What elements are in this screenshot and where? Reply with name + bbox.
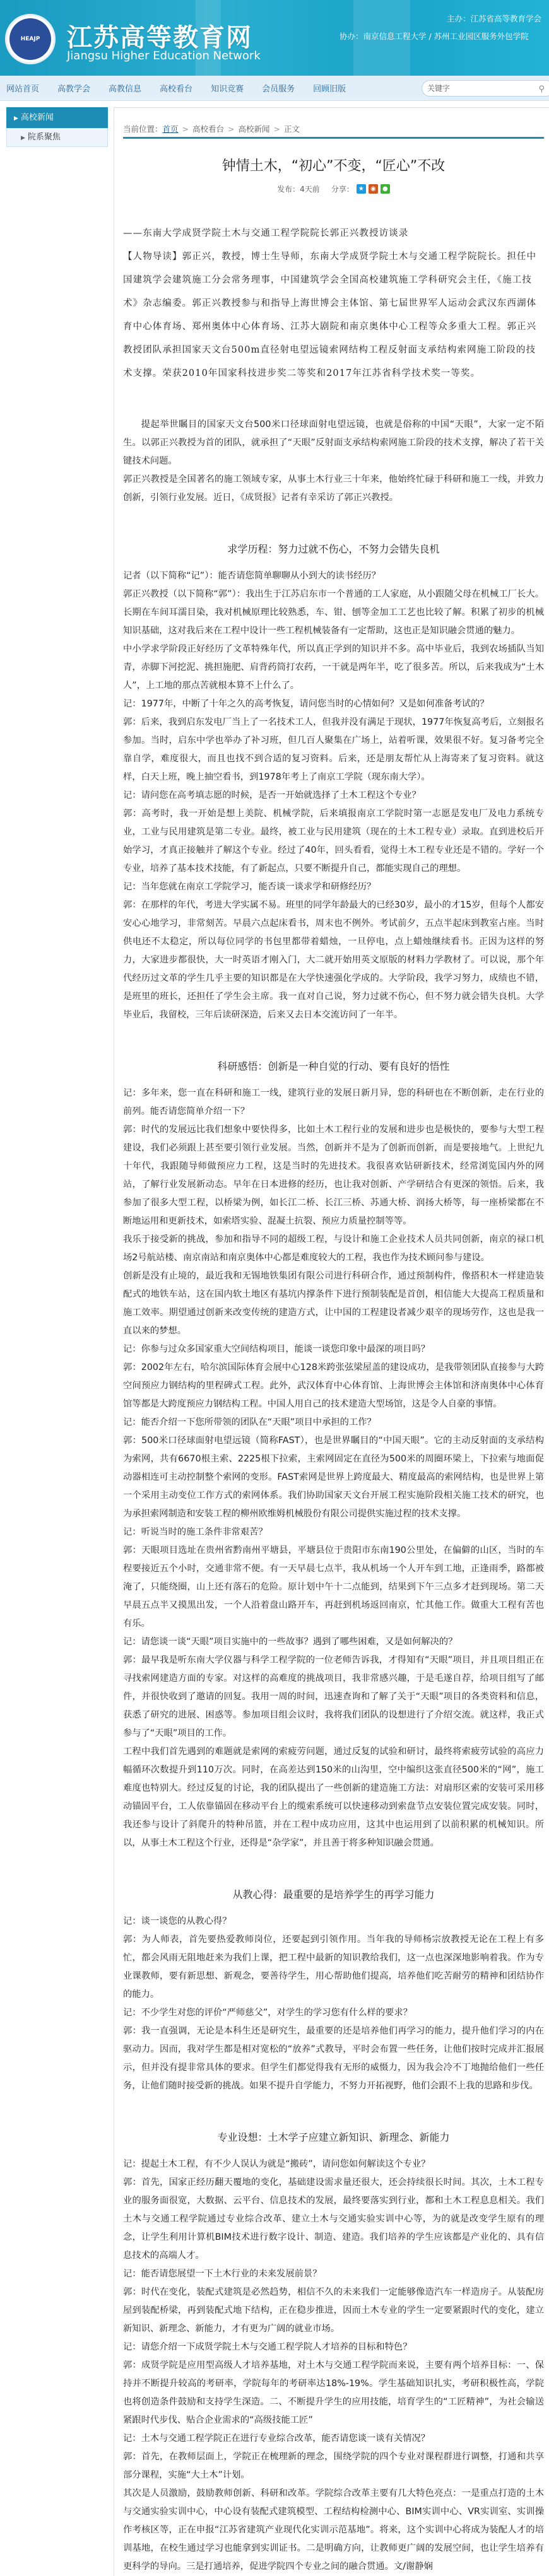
paragraph: 记：1977年，中断了十年之久的高考恢复，请问您当时的心情如何？又是如何准备考试的？	[123, 699, 489, 709]
paragraph: 郭：首先，在教师层面上，学院正在梳理新的理念，围绕学院的四个专业对课程群进行调整，打通和共享部分课程，实施“大土木”计划。	[123, 2452, 544, 2480]
article-body	[123, 222, 544, 2576]
section-heading: 求学历程：努力过就不伤心，不努力会错失良机	[227, 543, 440, 555]
paragraph: 记：请问您在高考填志愿的时候，是否一开始就选择了土木工程这个专业？	[123, 790, 421, 800]
breadcrumb-separator: >	[228, 124, 235, 134]
share-label: 分享：	[331, 185, 354, 194]
paragraph: 记者（以下简称“记”）：能否请您简单聊聊从小到大的读书经历？	[123, 571, 381, 581]
breadcrumb-separator: >	[273, 124, 281, 134]
host-text: 主办：江苏省高等教育学会	[447, 14, 542, 23]
site-logo[interactable]	[5, 14, 56, 64]
paragraph: 记：土木与交通工程学院正在进行专业综合改革，能否请您谈一谈有关情况？	[123, 2433, 430, 2444]
breadcrumb-news[interactable]: 高校新闻	[238, 124, 270, 134]
sidebar-item-campus-news[interactable]	[6, 107, 108, 128]
sidebar	[6, 107, 108, 2576]
article-panel	[114, 107, 549, 2576]
paragraph: 郭正兴教授是全国著名的施工领域专家，从事土木行业三十年来，他始终忙碌于科研和施工一线，并致力创新，引领行业发展。近日，《成贤报》记者有幸采访了郭正兴教授。	[123, 474, 544, 503]
paragraph: 工程中我们首先遇到的难题就是索网的索疲劳问题，通过反复的试验和研讨，最终将索疲劳试验的高应力幅循环次数提升到110万次。同时，在高差达到150米的山沟里，空中编织这张直径500米的“网”，施工难度也特别大。经过反复的讨论，我的团队提出了一些创新的建造施工方法：对扇形区索的安装可采用移动锚固平台，工人依靠锚固在移动平台上的缆索系统可以快速移动到索盘节点安装位置完成安装。同时，我还参与设计了斜爬升的特种吊篮，并在工程中成功应用，这其中也运用到了以前积累的机械知识。所以，从事土木工程这个行业，还得是“杂学家”，并且善于将多种知识融会贯通。	[123, 1747, 544, 1848]
site-subtitle: Jiangsu Higher Education Network	[67, 49, 261, 62]
section-heading: 从教心得：最重要的是培养学生的再学习能力	[232, 1888, 435, 1900]
paragraph: 郭：我一直强调，无论是本科生还是研究生，最重要的还是培养他们再学习的能力，提升他们学习的内在驱动力。因而，我对学生都是相对宽松的“放养”式教导，平时会布置一些任务，让他们按时完成并汇报展示，但并没有提非常具体的要求。但学生们都觉得我有无形的威慑力，因为我会冷不丁地抛给他们一些任务，让他们随时接受新的挑战。如果不提升自学能力，不努力开拓视野，他们会跟不上我的思路和步伐。	[123, 2026, 544, 2091]
nav-home[interactable]: 网站首页	[6, 85, 40, 94]
breadcrumb-home[interactable]: 首页	[162, 124, 179, 134]
weibo-icon[interactable]: ◉	[369, 184, 378, 194]
site-banner	[0, 0, 549, 76]
nav-old-version[interactable]: 回顾旧版	[313, 85, 346, 94]
paragraph: 创新是没有止境的，最近我和无锡地铁集团有限公司进行科研合作，通过预制构件，像搭积木一样建造装配式的地铁车站，这在国内软土地区有基坑内撑条件下进行预制装配是首创，相信能大大提高工程质量和施工效率。期望通过创新来改变传统的建造方式，让中国的工程建设者减少艰辛的现场劳作，这也是我一直以来的梦想。	[123, 1271, 544, 1336]
nav-campus[interactable]: 高校看台	[160, 85, 193, 94]
nav-info[interactable]: 高教信息	[109, 85, 142, 94]
article-title: 钟情土木，“初心”不变，“匠心”不改	[221, 158, 446, 174]
main-nav	[0, 76, 549, 101]
paragraph: 郭：为人师表，首先要热爱教师岗位，还要起到引领作用。当年我的导师杨宗放教授无论在工程上有多忙，都会风雨无阻地赶来为我们上课，把工程中最新的知识教给我们，这一点也深深地影响着我。作为专业课教师，要有新思想、新观念，要善待学生，用心帮助他们提高，培养他们吃苦耐劳的精神和团结协作的能力。	[123, 1935, 544, 1999]
paragraph: 记：多年来，您一直在科研和施工一线，建筑行业的发展日新月异，您的科研也在不断创新，走在行业的前列。能否请您简单介绍一下？	[123, 1088, 544, 1116]
paragraph: 记：能否介绍一下您所带领的团队在“天眼”项目中承担的工作？	[123, 1417, 376, 1427]
paragraph: 我乐于接受新的挑战，参加和指导不同的超级工程，与设计和施工企业技术人员共同创新，南京的禄口机场2号航站楼、南京南站和南京奥体中心都是难度较大的工程，我也作为技术顾问参与建设。	[123, 1234, 544, 1263]
section-heading: 科研感悟：创新是一种自觉的行动、要有良好的悟性	[217, 1060, 450, 1072]
paragraph: 郭：在那样的年代，考进大学实属不易。班里的同学年龄最大的已经30岁，最小的才15岁，但每个人都安安心心地学习，非常刻苦。早晨六点起床看书，周末也不例外。考试前夕，五点半起床到教室占座。当时供电还不太稳定，所以每位同学的书包里都带着蜡烛，一旦停电，点上蜡烛继续看书。正因为这样的努力，大家进步都很快，大一时英语才刚入门，大二就开始用英文原版的材料力学教材了。可以说，那个年代经历过文革的学生几乎主要的知识都是在大学快速强化学成的。大学阶段，我学习努力，成绩也不错，是班里的班长，还担任了学生会主席。我一直对自己说，努力过就不伤心，但不努力就会错失良机。大学毕业后，我留校，三年后读研深造，后来又去日本交流访问了一年半。	[123, 900, 544, 1020]
paragraph: 记：当年您就在南京工学院学习，能否谈一谈求学和研修经历？	[123, 882, 376, 892]
paragraph: 记：请您谈一谈“天眼”项目实施中的一些故事？遇到了哪些困难，又是如何解决的？	[123, 1637, 458, 1647]
breadcrumb-campus[interactable]: 高校看台	[192, 124, 225, 134]
paragraph: 郭：高考时，我一开始是想上美院、机械学院，后来填报南京工学院时第一志愿是发电厂及电力系统专业，工业与民用建筑是第二专业。最终，被工业与民用建筑（现在的土木工程专业）录取。直到进校后开始学习，才真正接触并了解这个专业。经过了40年，回头看看，觉得土木工程专业还是不错的。学好一个专业，培养了基本技术技能，有了新起点，只要不断提升自己，都能实现自己的理想。	[123, 809, 544, 874]
co-host-text: 协办：南京信息工程大学 / 苏州工业园区服务外包学院	[339, 32, 529, 41]
breadcrumb-current: 正文	[284, 124, 300, 134]
paragraph: 郭：500米口径球面射电望远镜（简称FAST），也是世界瞩目的“中国天眼”。它的主动反射面的支承结构为索网，共有6670根主索、2225根下拉索，主索网固定在直径为500米的周圈环梁上，下拉索与地面促动器相连可主动控制整个索网的变形。FAST索网是世界上跨度最大、精度最高的索网结构，也是世界上第一个采用主动变位工作方式的索网体系。我们协助国家天文台开展工程实施阶段相关施工技术的研究，也为承担索网制造和安装工程的柳州欧维姆机械股份有限公司提供实施过程的技术支撑。	[123, 1436, 544, 1519]
search-input[interactable]	[422, 80, 549, 97]
paragraph: 郭：首先，国家正经历翻天覆地的变化，基础建设需求量还很大，还会持续很长时间。其次，土木工程专业的服务面很宽，大数据、云平台、信息技术的发展，最终要落实到行业，都和土木工程息息相关。我们土木与交通工程学院通过专业综合改革、建立土木与交通实验实训中心等，为的就是改变学生原有的理念，让学生利用计算机BIM技术进行数字设计、制造、建造。我们培养的学生应该都是产业化的、具有信息技术的高端人才。	[123, 2177, 544, 2261]
paragraph: 其次是人员激励，鼓励教师创新、科研和改革。学院综合改革主要有几大特色亮点：一是重点打造的土木与交通实验实训中心，中心设有装配式建筑模型、工程结构检测中心、BIM实训中心、VR实训室、实训操作考核区等，正在申报“江苏省建筑产业现代化实训示范基地”。将来，这个实训中心将成为装配人才的培训基地，在校生通过学习也能拿到实训证书。二是明确方向，让教师更广阔的发展空间，也让学生培养有更科学的导向。三是打通培养，促进学院四个专业之间的融合贯通。文/谢静娴	[123, 2488, 544, 2572]
nav-member[interactable]: 会员服务	[262, 85, 295, 94]
caret-right-icon: ▶	[14, 115, 18, 122]
article-meta	[123, 184, 544, 194]
site-title: 江苏高等教育网	[67, 23, 252, 52]
paragraph: 郭：时代在变化，装配式建筑是必然趋势，相信不久的未来我们一定能够像造汽车一样造房子。从装配房屋到装配桥梁，再到装配式地下结构，正在稳步推进，因而土木专业的学生一定要紧跟时代的变化，建立新知识、新理念、新能力，才有更为广阔的就业市场。	[123, 2287, 544, 2334]
wechat-icon[interactable]: ●	[381, 184, 390, 194]
lead-paragraph: 【人物导读】郭正兴，教授，博士生导师，东南大学成贤学院土木与交通工程学院院长。担任中国建筑学会建筑施工分会常务理事，中国建筑学会全国高校建筑施工学科研究会主任，《施工技术》杂志编委。郭正兴教授参与和指导上海世博会主体馆、第七届世界军人运动会武汉东西湖体育中心体育场、郑州奥体中心体育场、江苏大剧院和南京奥体中心工程等众多重大工程。郭正兴教授团队承担国家天文台500m直径射电望远镜索网结构工程反射面支承结构索网施工阶段的技术支撑。荣获2010年国家科技进步奖二等奖和2017年江苏省科学技术奖一等奖。	[123, 252, 537, 378]
paragraph: 郭：时代的发展远比我们想象中要快得多，比如土木工程行业的发展和进步也是极快的，要参与大型工程建设，我们必须跟上甚至要引领行业发展。当然，创新并不是为了创新而创新，而是要接地气。上世纪九十年代，我跟随导师做预应力工程，这是当时的先进技术。我很喜欢钻研新技术，经常浏览国内外的网站，了解行业发展新动态。早年在日本进修的经历，也让我对创新、产学研结合有更深的领悟。后来，我参加了很多大型工程，以桥梁为例，如长江二桥、长江三桥、苏通大桥、润扬大桥等，每一座桥梁都在不断地运用和更新技术，如索塔实验、混凝土抗裂、预应力质量控制等等。	[123, 1125, 544, 1226]
paragraph: 郭：成贤学院是应用型高级人才培养基地，对土木与交通工程学院而来说，主要有两个培养目标：一、保持并不断提升较高的考研率，学院每年的考研率达18%-19%。学生基础知识扎实，考研积极性高，学院也将创造条件鼓励和支持学生深造。二、不断提升学生的应用技能，培育学生的“工匠精神”，为社会输送紧跟时代步伐、贴合企业需求的“高级技能工匠”	[123, 2360, 544, 2425]
paragraph: 记：你参与过众多国家重大空间结构项目，能谈一谈您印象中最深的项目吗？	[123, 1344, 430, 1354]
publish-time: 发布：4天前	[277, 185, 320, 194]
paragraph: 记：听说当时的施工条件非常艰苦？	[123, 1527, 268, 1537]
spacer	[123, 385, 544, 416]
sidebar-item-department-focus[interactable]	[6, 128, 108, 147]
qzone-icon[interactable]: ★	[357, 184, 366, 194]
breadcrumb-separator: >	[182, 124, 189, 134]
paragraph: 郭：天眼项目选址在贵州省黔南州平塘县，平塘县位于贵阳市东南190公里处，在偏僻的山区，当时的车程要接近五个小时，交通非常不便。有一天早晨七点半，我从机场一个人开车到工地，正逢雨季，路都被淹了，只能绕圈，山上还有落石的危险。原计划中午十二点能到，结果到下午三点多才赶到现场。第二天早晨五点半又摸黑出发，一个人沿着盘山路开车，再赶到机场返回南京，忙其他工作。做重大工程有苦也有乐。	[123, 1545, 544, 1629]
paragraph: 郭：2002年左右，哈尔滨国际体育会展中心128米跨张弦梁屋盖的建设成功，是我带领团队直接参与大跨空间预应力钢结构的里程碑式工程。此外，武汉体育中心体育馆、上海世博会主体馆和济南奥体中心体育馆等都是大跨度预应力钢结构工程。中国人用自己的技术建造大型场馆，这是令人自豪的事情。	[123, 1362, 544, 1409]
nav-association[interactable]: 高教学会	[57, 85, 91, 94]
sidebar-item-label: 高校新闻	[20, 113, 54, 122]
paragraph: 郭：最早我是听东南大学仪器与科学工程学院的一位老师告诉我，才得知有“天眼”项目，并且项目组正在寻找索网建造方面的专家。对这样的高难度的挑战项目，我非常感兴趣，于是毛遂自荐，给项目组写了邮件，并很快收到了邀请的回复。我用一周的时间，迅速查询和了解了关于“天眼”项目的各类资料和信息，获悉了研究的进展、困惑等。参加项目组会议时，我将我们团队的设想进行了介绍交流。就这样，我正式参与了“天眼”项目的工作。	[123, 1655, 544, 1738]
paragraph: 郭：后来，我到启东发电厂当上了一名技术工人，但我并没有满足于现状，1977年恢复高考后，立刻报名参加。当时，启东中学也举办了补习班，但几百人聚集在广场上，站着听课，效果很不好。复习备考完全靠自学，难度很大，而且也找不到合适的复习资料。后来，还是朋友帮忙从上海寄来了复习资料。就这样，白天上班，晚上抽空看书，到1978年考上了南京工学院（现东南大学）。	[123, 717, 544, 782]
paragraph: 记：提起土木工程，有不少人误认为就是“搬砖”，请问您如何解读这个专业？	[123, 2159, 430, 2169]
logo-text: HEAJP	[9, 18, 51, 60]
paragraph: 中小学求学阶段正好经历了文革特殊年代，所以真正学到的知识并不多。高中毕业后，我到农场插队当知青，赤脚下河挖泥、挑担施肥、肩背药筒打农药，一干就是两年半，吃了很多苦。所以，后来我成为“土木人”，上工地的那点苦就根本算不上什么了。	[123, 644, 544, 691]
section-heading: 专业设想：土木学子应建立新知识、新理念、新能力	[217, 2131, 450, 2143]
paragraph: 记：能否请您展望一下土木行业的未来发展前景？	[123, 2269, 322, 2279]
nav-contest[interactable]: 知识竞赛	[211, 85, 244, 94]
paragraph: 记：谈一谈您的从教心得？	[123, 1916, 232, 1926]
paragraph: 提起举世瞩目的国家天文台500米口径球面射电望远镜，也就是俗称的中国“天眼”，大家一定不陌生。以郭正兴教授为首的团队，就承担了“天眼”反射面支承结构索网施工阶段的技术支撑，解决了若干关键技术问题。	[123, 419, 544, 466]
paragraph: 郭正兴教授（以下简称“郭”）：我出生于江苏启东市一个普通的工人家庭，从小跟随父母在机械工厂长大。长期在车间耳濡目染，我对机械原理比较熟悉，车、钳、刨等金加工工艺也比较了解。积累了初步的机械知识基础，这对我后来在工程中设计一些工程机械装备有一定帮助，这也正是知识融会贯通的魅力。	[123, 589, 544, 636]
breadcrumb-prefix: 当前位置：	[123, 124, 163, 134]
caret-right-icon: ▶	[21, 135, 25, 141]
sidebar-item-label: 院系聚焦	[27, 132, 61, 142]
paragraph: 记：请您介绍一下成贤学院土木与交通工程学院人才培养的目标和特色？	[123, 2342, 412, 2352]
lead-paragraph: ——东南大学成贤学院土木与交通工程学院院长郭正兴教授访谈录	[123, 228, 409, 238]
paragraph: 记：不少学生对您的评价“严师慈父”，对学生的学习您有什么样的要求？	[123, 2008, 413, 2018]
search-placeholder: 关键字	[427, 84, 451, 93]
search-icon[interactable]: ⚲	[538, 85, 545, 94]
breadcrumb	[123, 123, 544, 139]
